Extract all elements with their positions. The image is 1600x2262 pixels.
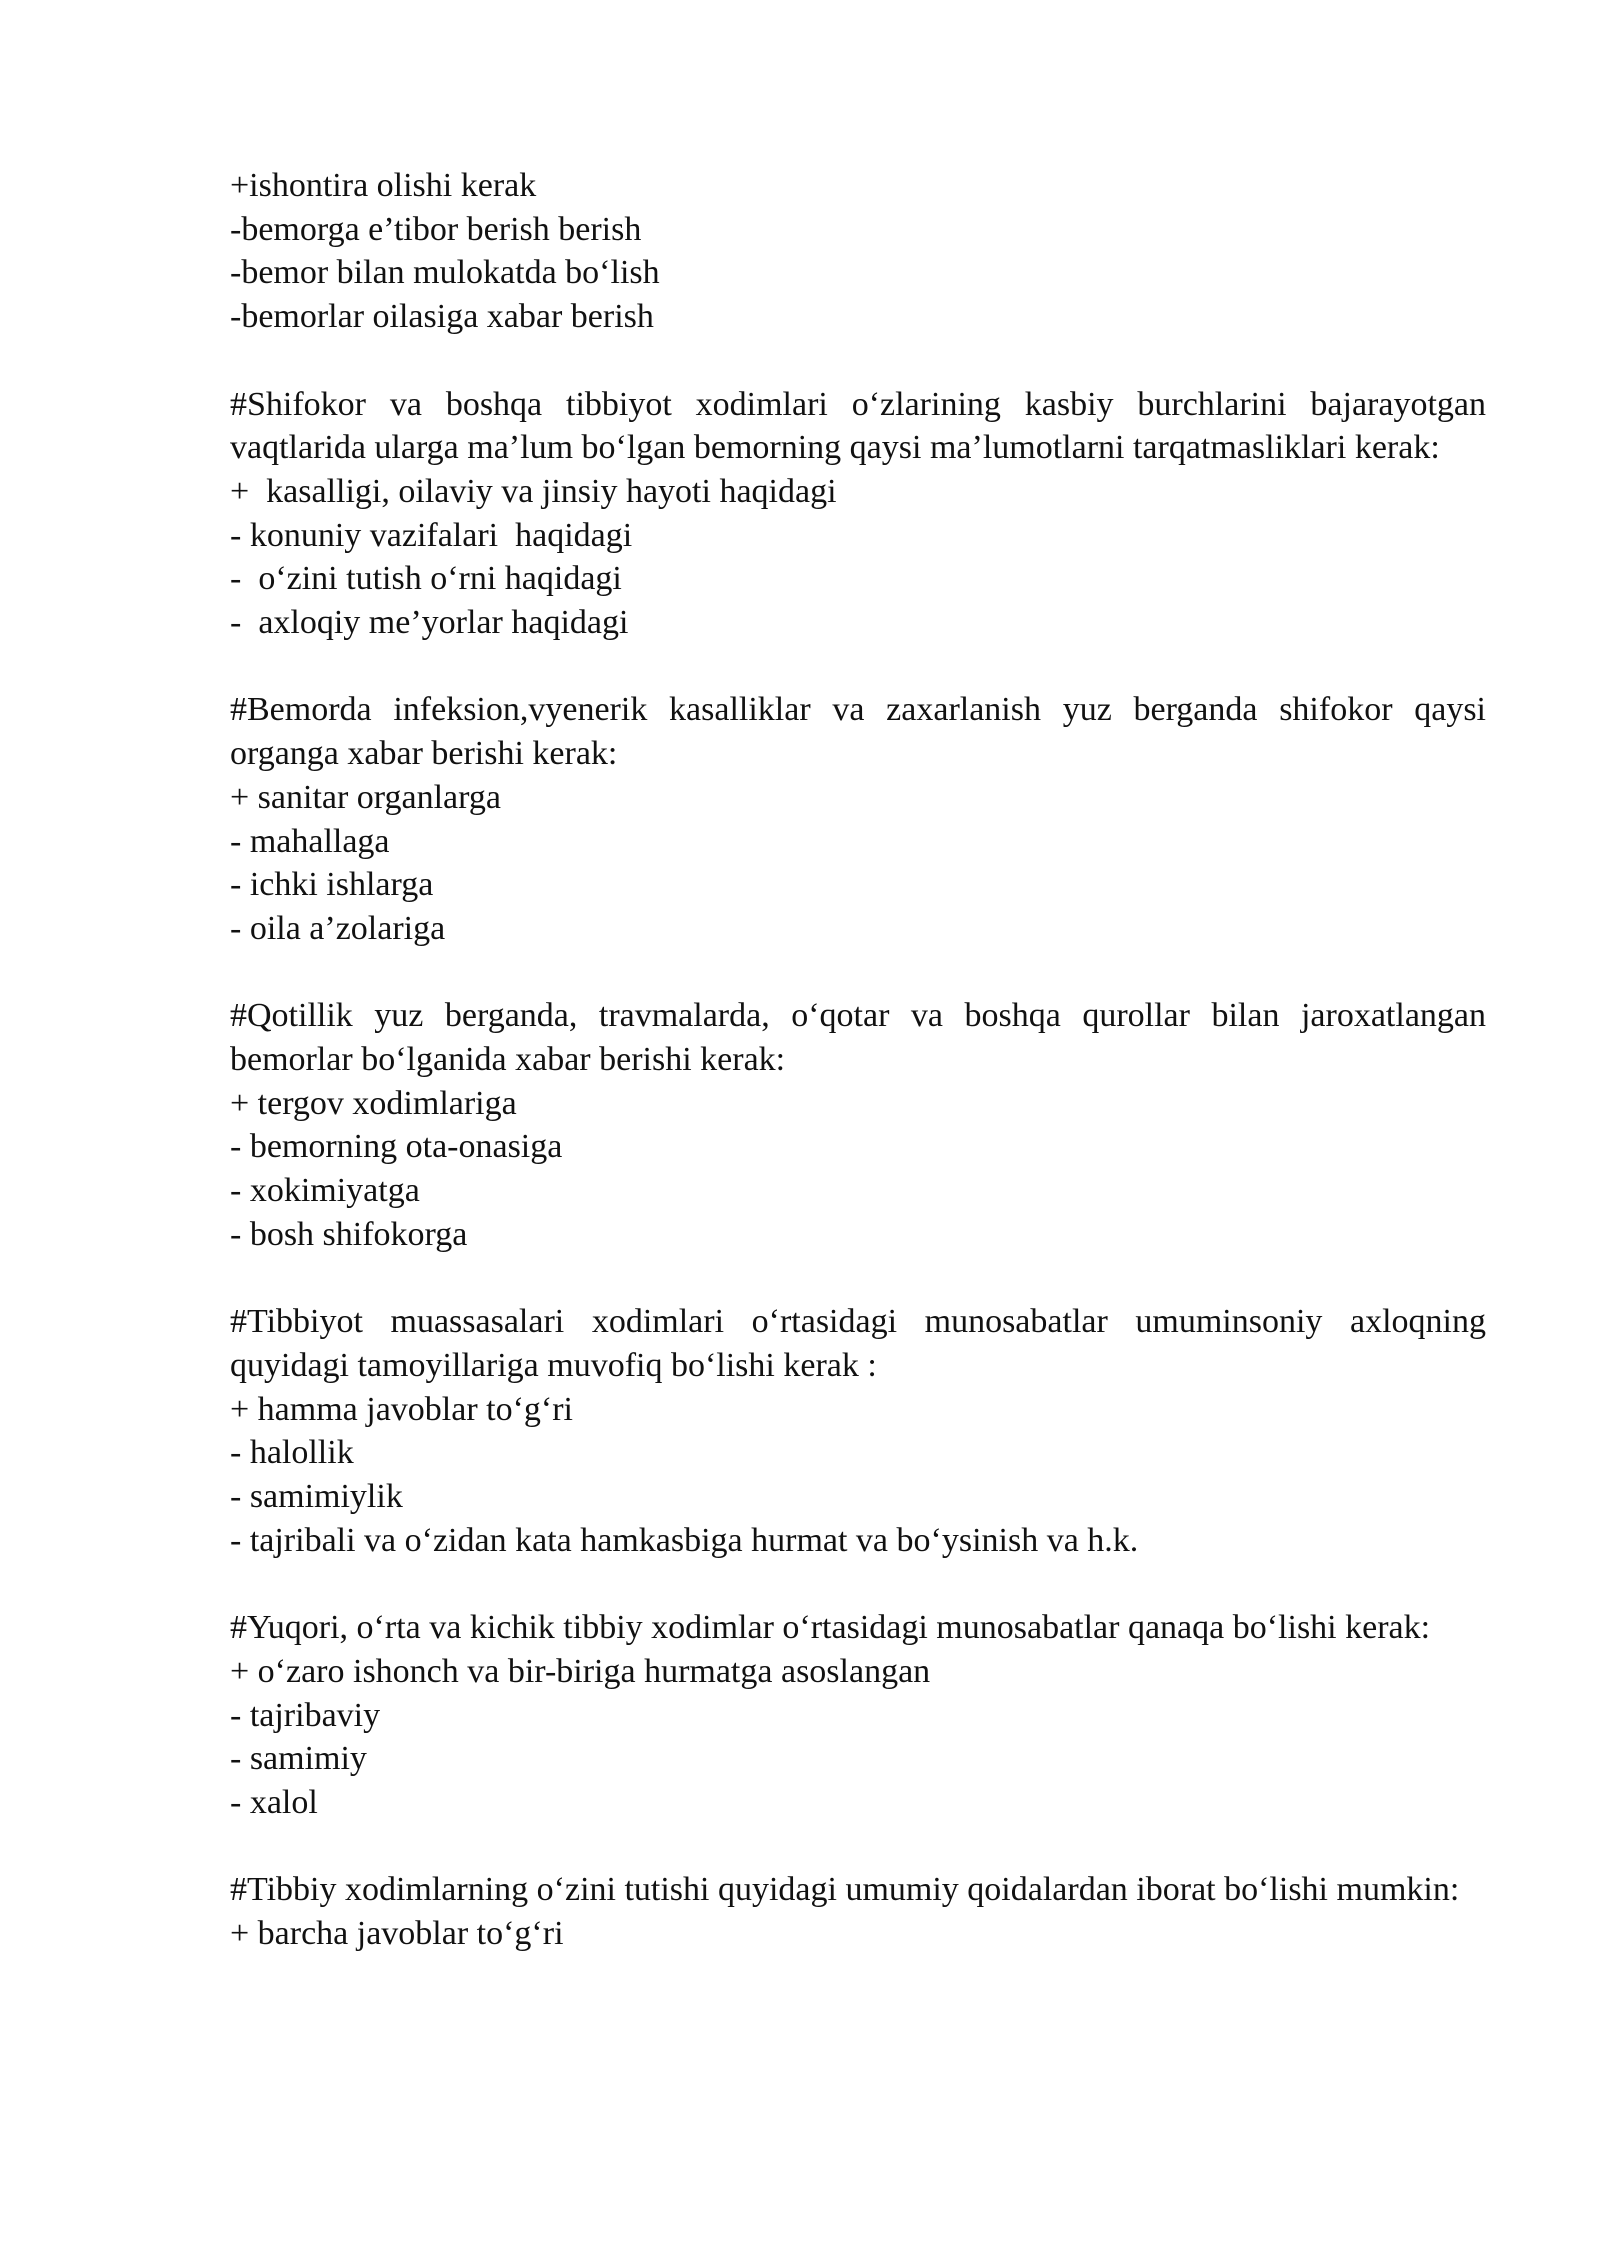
answer-option: - xalol (230, 1783, 318, 1821)
question-block-3 (230, 688, 1486, 950)
answer-option: - axloqiy me’yorlar haqidagi (230, 604, 629, 642)
answer-correct: + sanitar organlarga (230, 778, 501, 816)
answer-option: - tajribali va o‘zidan kata hamkasbiga hurmat va bo‘ysinish va h.k. (230, 1521, 1139, 1559)
question-text: #Tibbiy xodimlarning o‘zini tutishi quyidagi umumiy qoidalardan iborat bo‘lishi mumkin: (230, 1871, 1460, 1909)
answer-option: - bemorning ota-onasiga (230, 1128, 563, 1166)
answer-correct: + barcha javoblar to‘g‘ri (230, 1915, 564, 1953)
question-block-4 (230, 994, 1486, 1256)
answer-correct: + kasalligi, oilaviy va jinsiy hayoti haqidagi (230, 472, 837, 510)
answer-option: -bemorlar oilasiga xabar berish (230, 298, 654, 336)
question-block-5 (230, 1300, 1486, 1562)
answer-option: - o‘zini tutish o‘rni haqidagi (230, 560, 622, 598)
answer-option: - xokimiyatga (230, 1172, 420, 1210)
answer-option: - samimiy (230, 1740, 367, 1778)
question-text: #Shifokor va boshqa tibbiyot xodimlari o‘zlarining kasbiy burchlarini bajarayotgan vaqtlarida ularga ma’lum bo‘lgan bemorning qaysi ma’lumotlarni tarqatmasliklari kerak: (230, 385, 1486, 467)
question-block-6 (230, 1606, 1486, 1825)
answer-option: - ichki ishlarga (230, 866, 434, 904)
answer-correct: + hamma javoblar to‘g‘ri (230, 1390, 574, 1428)
answer-block-1 (230, 164, 1486, 339)
question-block-2 (230, 383, 1486, 645)
question-text: #Bemorda infeksion,vyenerik kasalliklar va zaxarlanish yuz berganda shifokor qaysi organga xabar berishi kerak: (230, 691, 1486, 773)
question-text: #Yuqori, o‘rta va kichik tibbiy xodimlar o‘rtasidagi munosabatlar qanaqa bo‘lishi kerak: (230, 1609, 1431, 1647)
answer-correct: + o‘zaro ishonch va bir-biriga hurmatga asoslangan (230, 1652, 931, 1690)
answer-correct: + tergov xodimlariga (230, 1084, 517, 1122)
answer-option: - konuniy vazifalari haqidagi (230, 516, 633, 554)
question-text: #Qotillik yuz berganda, travmalarda, o‘qotar va boshqa qurollar bilan jaroxatlangan bemorlar bo‘lganida xabar berishi kerak: (230, 997, 1486, 1079)
answer-option: - halollik (230, 1434, 354, 1472)
question-text: #Tibbiyot muassasalari xodimlari o‘rtasidagi munosabatlar umuminsoniy axloqning quyidagi tamoyillariga muvofiq bo‘lishi kerak : (230, 1303, 1486, 1384)
answer-correct: +ishontira olishi kerak (230, 167, 537, 204)
answer-option: -bemorga e’tibor berish berish (230, 210, 642, 248)
answer-option: -bemor bilan mulokatda bo‘lish (230, 254, 660, 292)
answer-option: - samimiylik (230, 1478, 403, 1516)
question-block-7 (230, 1868, 1486, 1955)
answer-option: - tajribaviy (230, 1696, 381, 1734)
answer-option: - mahallaga (230, 822, 390, 860)
answer-option: - bosh shifokorga (230, 1215, 468, 1253)
answer-option: - oila a’zolariga (230, 909, 446, 947)
document-page (230, 164, 1486, 1999)
